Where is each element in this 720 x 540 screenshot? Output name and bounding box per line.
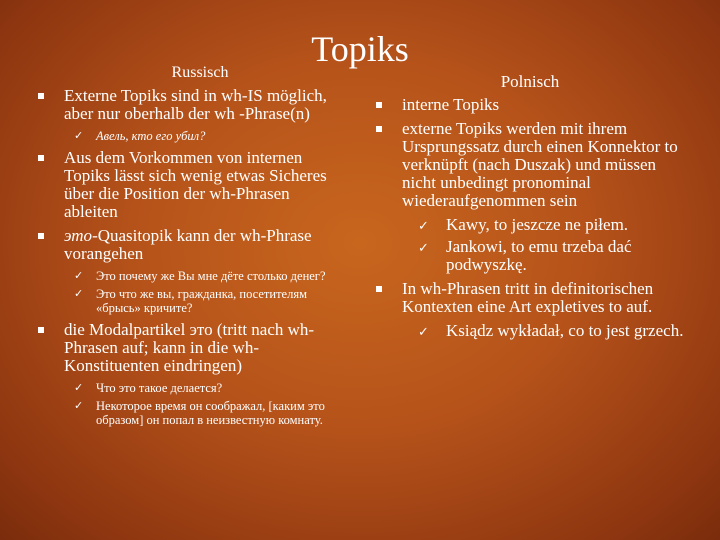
- left-column-heading: Russisch: [171, 64, 229, 81]
- square-bullet-icon: [38, 327, 44, 333]
- item-text: -Quasitopik kann der wh-Phrase vorangehen: [64, 226, 312, 263]
- item-text: die Modalpartikel это (tritt nach wh-Phrasen auf; kann in die wh-Konstituenten eindringen): [64, 320, 315, 375]
- sub-list: [64, 269, 336, 315]
- sub-item-text: Jankowi, to emu trzeba dać podwyszkę.: [446, 237, 632, 274]
- sub-list: [64, 381, 336, 427]
- sub-list-item: [64, 269, 336, 283]
- item-text-emphasis: это: [64, 226, 93, 245]
- sub-item-text: Ksiądz wykładał, co to jest grzech.: [446, 321, 684, 340]
- checkmark-icon: ✓: [74, 287, 84, 300]
- checkmark-icon: ✓: [74, 381, 84, 394]
- right-bullet-list: [374, 96, 684, 346]
- checkmark-icon: ✓: [418, 219, 429, 234]
- item-text: interne Topiks: [402, 95, 500, 114]
- square-bullet-icon: [38, 155, 44, 161]
- square-bullet-icon: [376, 126, 382, 132]
- sub-list: [402, 216, 684, 274]
- list-item: [374, 280, 684, 340]
- list-item: [36, 149, 336, 221]
- checkmark-icon: ✓: [74, 399, 84, 412]
- item-text: externe Topiks werden mit ihrem Ursprungssatz durch einen Konnektor to verknüpft (nach Duszak) und müssen nicht unbedingt pronominal wiederaufgenommen sein: [402, 119, 678, 210]
- checkmark-icon: ✓: [74, 129, 84, 142]
- list-item: [36, 321, 336, 427]
- sub-list-item: [64, 287, 336, 315]
- slide-title: Topiks: [311, 29, 409, 69]
- checkmark-icon: ✓: [418, 241, 429, 256]
- sub-item-text: Что это такое делается?: [96, 381, 223, 395]
- square-bullet-icon: [38, 233, 44, 239]
- list-item: [374, 96, 684, 114]
- sub-item-text: Авель, кто его убил?: [96, 129, 206, 143]
- list-item: [36, 227, 336, 315]
- checkmark-icon: ✓: [418, 325, 429, 340]
- sub-item-text: Kawy, to jeszcze ne piłem.: [446, 215, 629, 234]
- sub-list: [402, 322, 684, 340]
- sub-item-text: Это что же вы, гражданка, посетителям «брысь» кричите?: [96, 287, 307, 315]
- item-text: In wh-Phrasen tritt in definitorischen Kontexten eine Art expletives to auf.: [402, 279, 654, 316]
- sub-list-item: [64, 129, 336, 143]
- sub-list-item: [402, 238, 684, 274]
- sub-item-text: Некоторое время он соображал, [каким это образом] он попал в неизвестную комнату.: [96, 399, 325, 427]
- left-bullet-list: [36, 87, 336, 433]
- list-item: [374, 120, 684, 274]
- item-text: Externe Topiks sind in wh-IS möglich, aber nur oberhalb der wh -Phrase(n): [64, 86, 327, 123]
- sub-list-item: [402, 216, 684, 234]
- square-bullet-icon: [376, 102, 382, 108]
- list-item: [36, 87, 336, 143]
- item-text: Aus dem Vorkommen von internen Topiks lässt sich wenig etwas Sicheres über die Position der wh-Phrasen ableiten: [64, 148, 327, 221]
- checkmark-icon: ✓: [74, 269, 84, 282]
- sub-item-text: Это почему же Вы мне дёте столько денег?: [96, 269, 326, 283]
- sub-list-item: [64, 399, 336, 427]
- sub-list-item: [402, 322, 684, 340]
- right-column-heading: Polnisch: [500, 72, 560, 91]
- sub-list-item: [64, 381, 336, 395]
- sub-list: [64, 129, 336, 143]
- square-bullet-icon: [376, 286, 382, 292]
- square-bullet-icon: [38, 93, 44, 99]
